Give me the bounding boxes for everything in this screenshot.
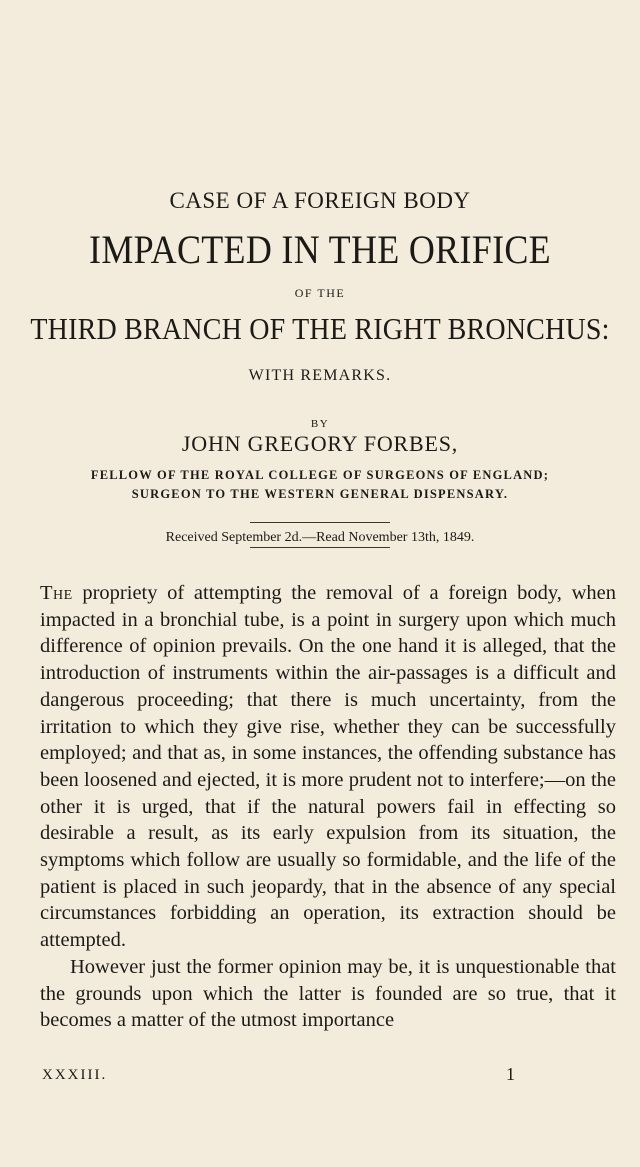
title-line-4: THIRD BRANCH OF THE RIGHT BRONCHUS:	[30, 313, 610, 347]
paragraph-2: However just the former opinion may be, it is unquestionable that the grounds upon which the latter is founded are so true, that it becomes a matter of the utmost importance	[40, 955, 616, 1032]
title-line-3: OF THE	[294, 286, 346, 300]
title-line-2: IMPACTED IN THE ORIFICE	[89, 227, 551, 272]
body-text	[40, 580, 616, 1034]
title-line-1: CASE OF A FOREIGN BODY	[169, 188, 471, 213]
bottom-rule	[250, 547, 390, 548]
signature-mark: XXXIII.	[42, 1067, 108, 1083]
received-note: Received September 2d.—Read November 13th, 1849.	[165, 530, 475, 545]
author-affiliation-2: SURGEON TO THE WESTERN GENERAL DISPENSARY.	[131, 487, 509, 501]
top-rule	[250, 522, 390, 523]
author-affiliation-1: FELLOW OF THE ROYAL COLLEGE OF SURGEONS OF ENGLAND;	[90, 468, 550, 482]
page-number: 1	[506, 1064, 515, 1084]
paragraph-1-text: propriety of attempting the removal of a foreign body, when impacted in a bronchial tube, is a point in surgery upon which much difference of opinion prevails. On the one hand it is alleged, that the introduction of instruments within the air-passages is a difficult and dangerous proceeding; that there is much uncertainty, from the irritation to which they give rise, whether they can be successfully employed; and that as, in some instances, the offending substance has been loosened and ejected, it is more prudent not to interfere;—on the other it is urged, that if the natural powers fail in effecting so desirable a result, as its early expulsion from its situation, the symptoms which follow are usually so formidable, and the life of the patient is placed in such jeopardy, that in the absence of any special circumstances forbidding an operation, its extraction should be attempted.	[40, 582, 616, 952]
paragraph-lead-word: The	[40, 582, 73, 604]
author-name: JOHN GREGORY FORBES,	[181, 431, 459, 456]
paragraph-1	[40, 580, 616, 954]
byline-by: BY	[310, 418, 330, 430]
title-line-5: WITH REMARKS.	[248, 367, 392, 384]
